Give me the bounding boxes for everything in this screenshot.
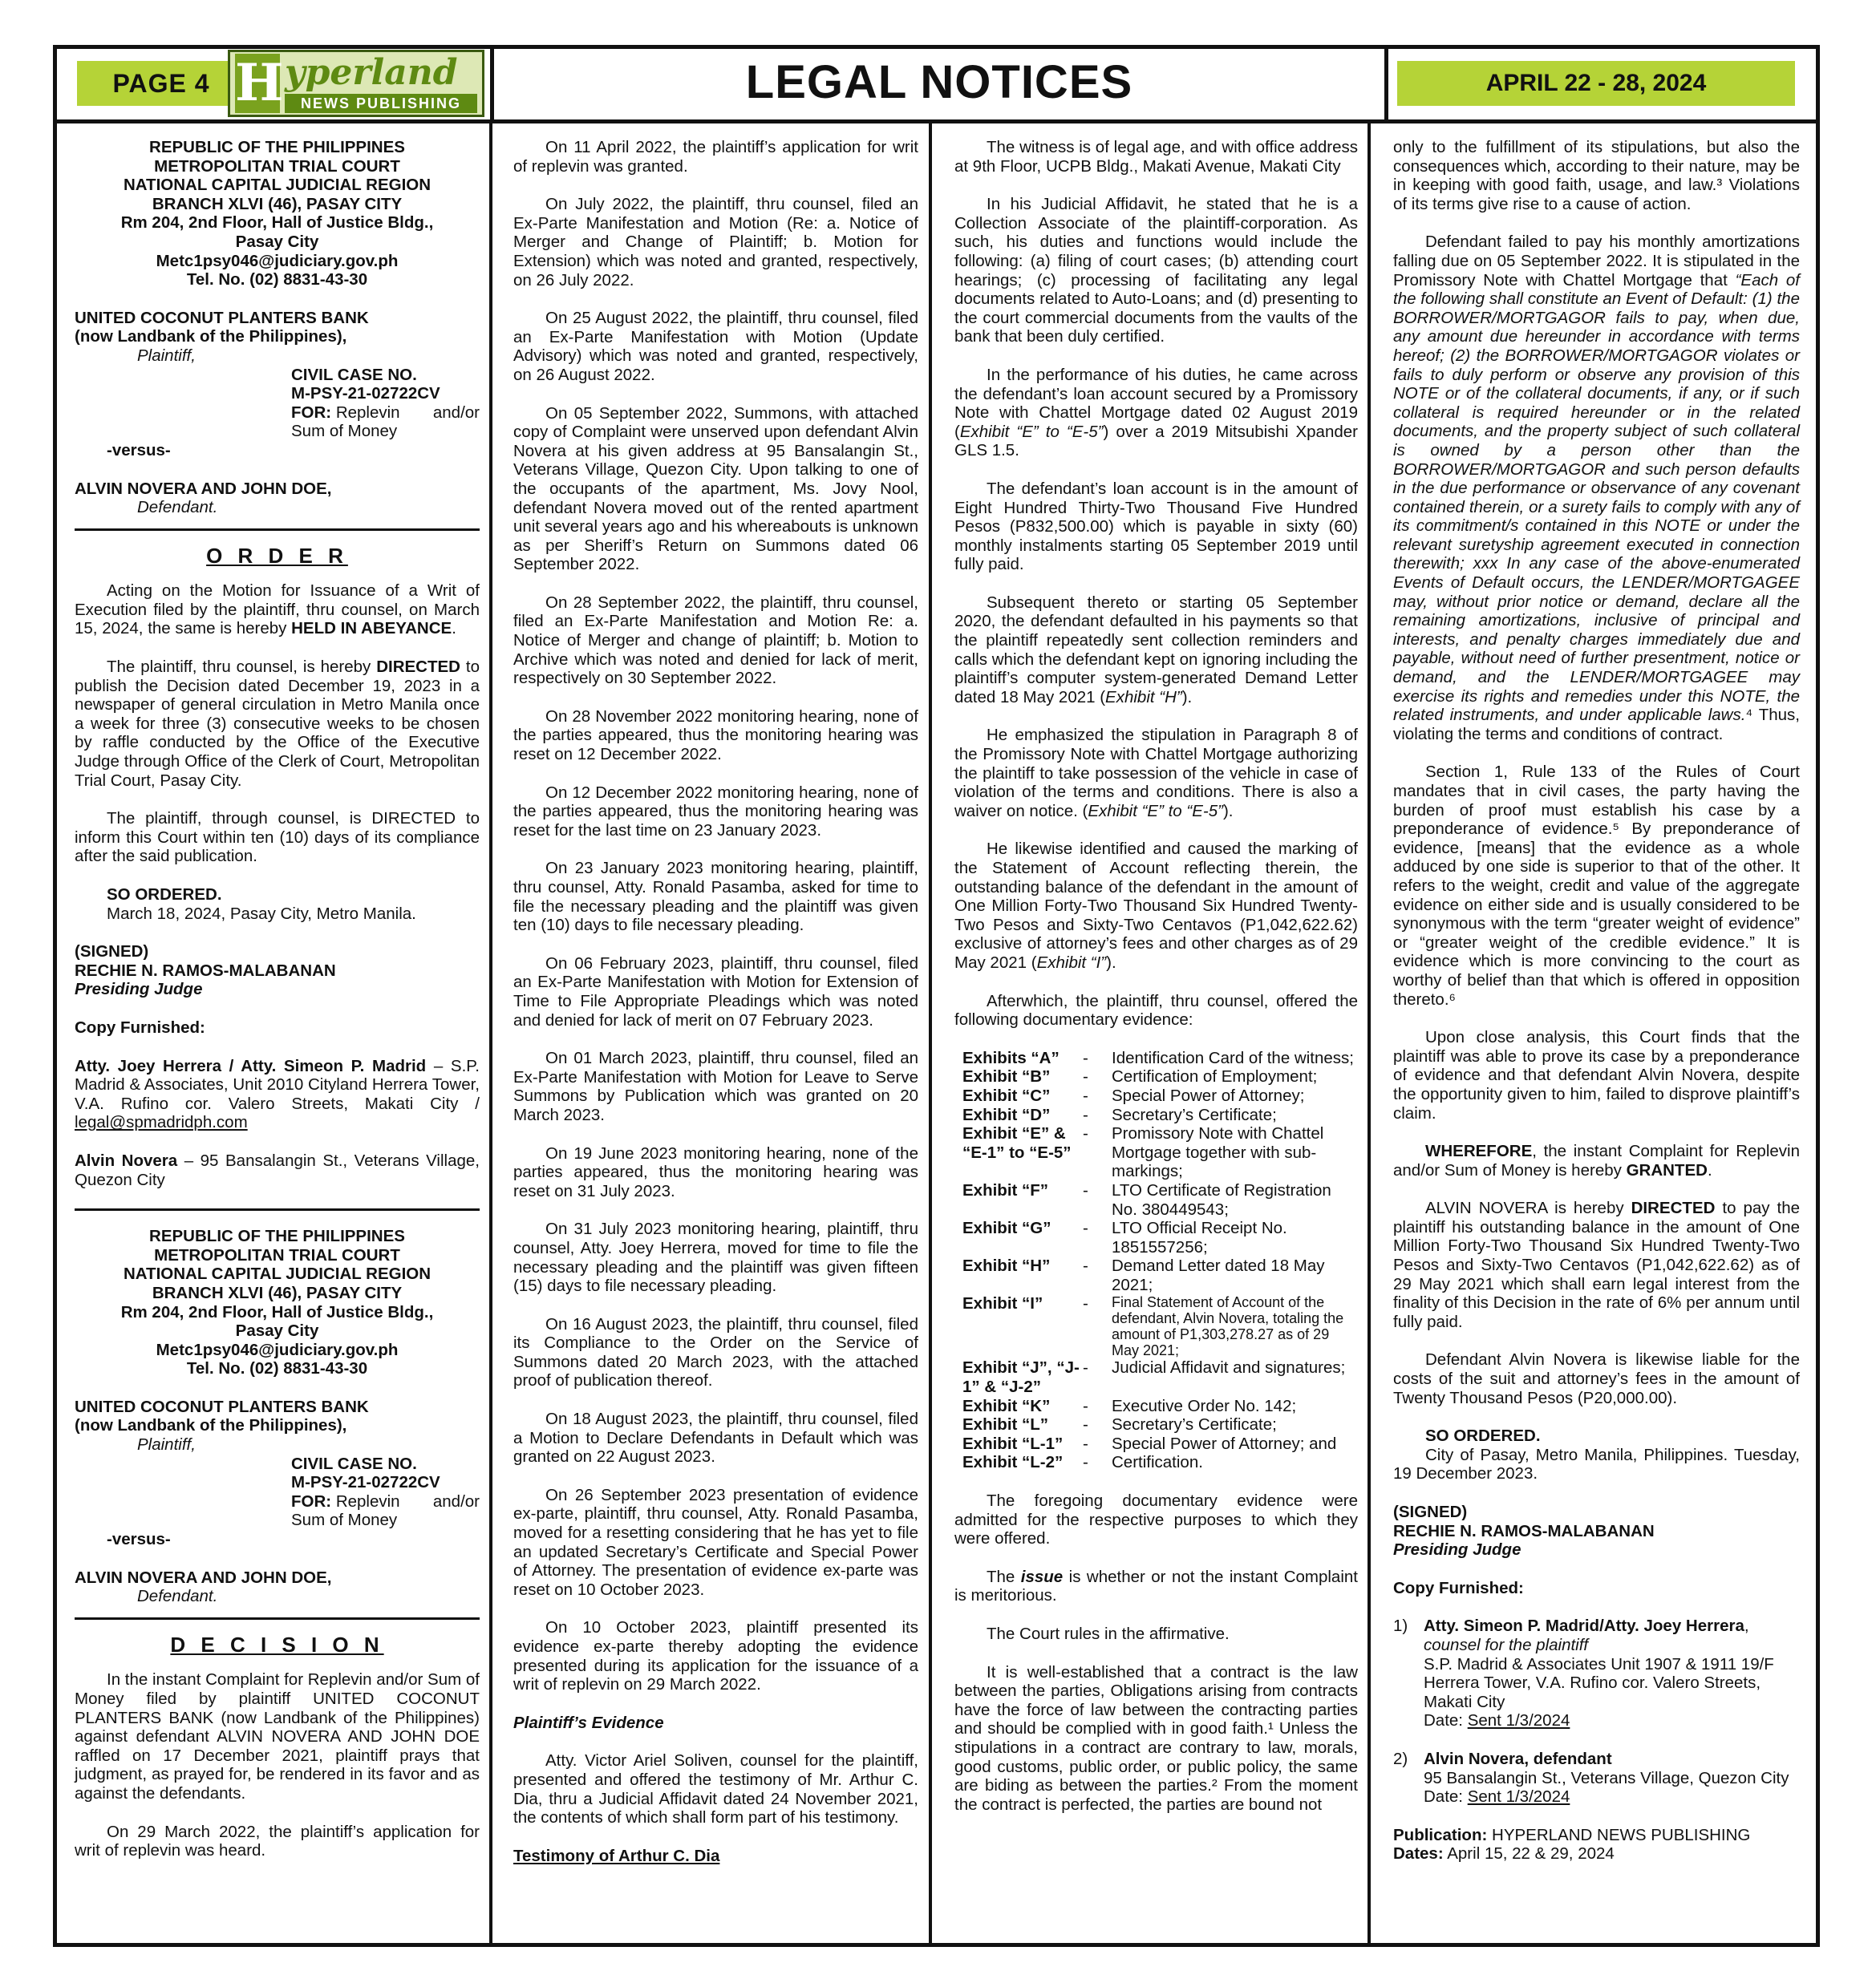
case-label: CIVIL CASE NO. xyxy=(291,365,417,384)
exhibit-dash: - xyxy=(1083,1086,1088,1105)
decision-paragraph: On 01 March 2023, plaintiff, thru counsel, filed an Ex-Parte Manifestation with Motion for Leave to Serve Summons by Publication which was granted on 20 March 2023. xyxy=(513,1049,918,1124)
exhibit-dash: - xyxy=(1083,1415,1088,1435)
decision-paragraph: The witness is of legal age, and with office address at 9th Floor, UCPB Bldg., Makati Avenue, Makati City xyxy=(954,138,1358,176)
subheading: Plaintiff’s Evidence xyxy=(513,1713,664,1732)
court-header-line: Rm 204, 2nd Floor, Hall of Justice Bldg., xyxy=(120,1302,434,1321)
decision-paragraph: Afterwhich, the plaintiff, thru counsel, offered the following documentary evidence: xyxy=(954,991,1358,1030)
decision-paragraph: Upon close analysis, this Court finds that the plaintiff was able to prove its case by a preponderance of evidence and that defendant Alvin Novera, despite the opportunity given to him, failed to disprove plaintiff’s claim. xyxy=(1393,1028,1800,1123)
exhibit-description: Certification of Employment; xyxy=(1112,1067,1318,1087)
signature-block: (SIGNED) RECHIE N. RAMOS-MALABANAN Presiding Judge xyxy=(1393,1503,1655,1560)
decision-date: City of Pasay, Metro Manila, Philippines. Tuesday, 19 December 2023. xyxy=(1393,1445,1800,1483)
plaintiff-note: (now Landbank of the Philippines), xyxy=(75,327,347,346)
plaintiff-name: UNITED COCONUT PLANTERS BANK xyxy=(75,1397,369,1416)
case-number: M-PSY-21-02722CV xyxy=(291,384,440,403)
issue-date-badge: APRIL 22 - 28, 2024 xyxy=(1397,61,1795,106)
exhibit-row xyxy=(962,1453,1358,1472)
for-text: and/or xyxy=(432,403,480,422)
decision-paragraph: On 28 September 2022, the plaintiff, thru counsel, filed an Ex-Parte Manifestation and Motion Re: a. Notice of Merger and change of plaintiff; b. Motion to Archive which was noted and denied for lack of merit, respectively on 30 September 2022. xyxy=(513,593,918,688)
divider xyxy=(75,1617,480,1620)
court-header-line: METROPOLITAN TRIAL COURT xyxy=(154,156,400,176)
for-text: Sum of Money xyxy=(291,1511,398,1530)
exhibit-row xyxy=(962,1181,1358,1219)
court-phone: Tel. No. (02) 8831-43-30 xyxy=(186,1359,368,1378)
decision-paragraph: On 05 September 2022, Summons, with attached copy of Complaint were unserved upon defendant Alvin Novera at his given address at 95 Bansalangin St., Veterans Village, Quezon City. Upon talking to one of the occupants of the apartment, Ms. Jovy Nool, defendant Novera moved out of the rented apartment unit several years ago and his whereabouts is unknown as per Sheriff’s Return on Summons dated 06 September 2022. xyxy=(513,403,918,574)
decision-paragraph: Subsequent thereto or starting 05 September 2020, the defendant defaulted in his payments so that the plaintiff repeatedly sent collection reminders and calls which the defendant kept on ignoring including the plaintiff’s computer system-generated Demand Letter dated 18 May 2021 (Exhibit “H”). xyxy=(954,593,1358,706)
decision-paragraph: On 31 July 2023 monitoring hearing, plaintiff, thru counsel, Atty. Joey Herrera, moved for time to file the necessary pleading and the plaintiff was given fifteen (15) days to file necessary pleading. xyxy=(513,1220,918,1296)
court-header xyxy=(75,138,480,289)
exhibit-key: Exhibit “J”, “J-1” & “J-2” xyxy=(962,1358,1080,1397)
decision-paragraph: ALVIN NOVERA is hereby DIRECTED to pay the plaintiff his outstanding balance in the amount of One Million Forty-Two Thousand Six Hundred Twenty-Two Pesos and Sixty-Two Centavos (P1,042,622.62) as of 29 May 2021 which shall earn legal interest from the finality of this Decision in the rate of 6% per annum until fully paid. xyxy=(1393,1199,1801,1331)
logo-wordmark: yperland xyxy=(285,52,458,93)
exhibit-row xyxy=(962,1124,1358,1181)
exhibit-dash: - xyxy=(1083,1180,1088,1200)
decision-paragraph: In the performance of his duties, he came across the defendant’s loan account secured by a Promissory Note with Chattel Mortgage dated 02 August 2019 (Exhibit “E” to “E-5”) over a 2019 Mitsubishi Xpander GLS 1.5. xyxy=(954,365,1358,460)
case-caption xyxy=(75,309,480,517)
exhibit-row xyxy=(962,1415,1358,1435)
copy-furnished-item: 1) Atty. Simeon P. Madrid/Atty. Joey Herrera, counsel for the plaintiff S.P. Madrid & Associates Unit 1907 & 1911 19/F Herrera Tower, V.A. Rufino cor. Valero Streets, Makati City Date: Sent 1/3/2024 xyxy=(1393,1617,1774,1730)
court-header-line: Rm 204, 2nd Floor, Hall of Justice Bldg., xyxy=(120,213,434,233)
order-paragraph: Acting on the Motion for Issuance of a Writ of Execution filed by the plaintiff, thru counsel, on March 15, 2024, the same is hereby HELD IN ABEYANCE. xyxy=(75,581,480,638)
page-number-badge: PAGE 4 xyxy=(77,61,245,106)
exhibit-key: Exhibit “L-1” xyxy=(962,1434,1064,1453)
decision-paragraph: In the instant Complaint for Replevin and/or Sum of Money filed by plaintiff UNITED COCONUT PLANTERS BANK (now Landbank of the Philippines) against defendant ALVIN NOVERA AND JOHN DOE raffled on 17 December 2021, plaintiff prays that judgment, as prayed for, be rendered in its favor and as against the defendants. xyxy=(75,1670,480,1803)
so-ordered: SO ORDERED. March 18, 2024, Pasay City, Metro Manila. xyxy=(107,885,416,923)
court-header-line: METROPOLITAN TRIAL COURT xyxy=(154,1245,400,1265)
exhibit-description: Secretary’s Certificate; xyxy=(1112,1415,1277,1435)
exhibit-row xyxy=(962,1435,1358,1454)
exhibit-description: LTO Official Receipt No. 1851557256; xyxy=(1112,1219,1287,1257)
exhibit-key: Exhibit “D” xyxy=(962,1105,1051,1124)
decision-paragraph: On 29 March 2022, the plaintiff’s application for writ of replevin was heard. xyxy=(75,1822,480,1860)
copy-furnished-item: Atty. Joey Herrera / Atty. Simeon P. Madrid – S.P. Madrid & Associates, Unit 2010 Cityland Herrera Tower, V.A. Rufino cor. Valero Streets, Makati City / legal@spmadridph.com xyxy=(75,1056,480,1132)
column-4 xyxy=(1393,138,1800,1864)
court-email: Metc1psy046@judiciary.gov.ph xyxy=(156,251,399,270)
logo-subtitle: NEWS PUBLISHING xyxy=(285,94,477,113)
exhibit-description: Promissory Note with Chattel Mortgage together with sub-markings; xyxy=(1112,1124,1324,1181)
decision-paragraph: On 12 December 2022 monitoring hearing, none of the parties appeared, thus the monitoring hearing was reset for the last time on 23 January 2023. xyxy=(513,783,918,840)
order-title: O R D E R xyxy=(206,543,348,568)
exhibit-dash: - xyxy=(1083,1124,1088,1143)
column-1 xyxy=(75,138,480,1880)
decision-paragraph: The foregoing documentary evidence were admitted for the respective purposes to which they were offered. xyxy=(954,1491,1358,1548)
versus: -versus- xyxy=(107,1530,171,1549)
court-header-line: Pasay City xyxy=(235,1321,319,1341)
exhibit-key: Exhibit “C” xyxy=(962,1086,1051,1105)
copy-furnished-item: 2) Alvin Novera, defendant 95 Bansalangin St., Veterans Village, Quezon City Date: Sent 1/3/2024 xyxy=(1393,1749,1789,1807)
decision-paragraph: On 18 August 2023, the plaintiff, thru counsel, filed a Motion to Declare Defendants in Default which was granted on 22 August 2023. xyxy=(513,1410,918,1467)
court-phone: Tel. No. (02) 8831-43-30 xyxy=(186,270,368,289)
section-title: LEGAL NOTICES xyxy=(745,56,1133,108)
plaintiff-role: Plaintiff, xyxy=(137,346,196,365)
exhibit-description: Special Power of Attorney; and xyxy=(1112,1434,1337,1453)
hyperland-logo xyxy=(228,50,484,117)
defendant-role: Defendant. xyxy=(137,498,218,517)
court-header-line: REPUBLIC OF THE PHILIPPINES xyxy=(149,138,405,156)
decision-paragraph: He emphasized the stipulation in Paragraph 8 of the Promissory Note with Chattel Mortgage authorizing the plaintiff to take possession of the vehicle in case of violation of the terms and conditions. There is also a waiver on notice. (Exhibit “E” to “E-5”). xyxy=(954,726,1358,820)
decision-paragraph: On 16 August 2023, the plaintiff, thru counsel, filed its Compliance to the Order on the Service of Summons dated 20 March 2023, with the attached proof of publication thereof. xyxy=(513,1314,918,1390)
exhibit-row xyxy=(962,1067,1358,1087)
exhibit-description: Demand Letter dated 18 May 2021; xyxy=(1112,1257,1325,1294)
exhibit-description: Secretary’s Certificate; xyxy=(1112,1105,1277,1124)
exhibit-row xyxy=(962,1358,1358,1396)
column-rule xyxy=(1367,123,1371,1947)
subheading: Testimony of Arthur C. Dia xyxy=(513,1846,720,1865)
plaintiff-name: UNITED COCONUT PLANTERS BANK xyxy=(75,308,369,327)
case-caption xyxy=(75,1398,480,1606)
decision-paragraph: On 28 November 2022 monitoring hearing, none of the parties appeared, thus the monitoring hearing was reset on 12 December 2022. xyxy=(513,706,918,764)
decision-paragraph: On 23 January 2023 monitoring hearing, plaintiff, thru counsel, Atty. Ronald Pasamba, asked for time to file the necessary pleading and the plaintiff was given ten (10) days to file necessary pleading. xyxy=(513,859,918,935)
exhibit-row xyxy=(962,1397,1358,1416)
exhibit-description: Identification Card of the witness; xyxy=(1112,1048,1354,1067)
versus: -versus- xyxy=(107,440,171,459)
exhibit-dash: - xyxy=(1083,1048,1088,1067)
exhibit-dash: - xyxy=(1083,1434,1088,1453)
decision-paragraph: WHEREFORE, the instant Complaint for Replevin and/or Sum of Money is hereby GRANTED. xyxy=(1393,1142,1800,1180)
decision-paragraph: Atty. Victor Ariel Soliven, counsel for the plaintiff, presented and offered the testimony of Mr. Arthur C. Dia, thru a Judicial Affidavit dated 24 November 2021, the contents of which shall form part of his testimony. xyxy=(513,1751,918,1827)
decision-paragraph: On 19 June 2023 monitoring hearing, none of the parties appeared, thus the monitoring hearing was reset on 31 July 2023. xyxy=(513,1143,918,1200)
exhibit-description: Special Power of Attorney; xyxy=(1112,1086,1305,1105)
exhibit-dash: - xyxy=(1083,1396,1088,1415)
decision-paragraph: only to the fulfillment of its stipulations, but also the consequences which, according to their nature, may be in keeping with good faith, usage, and law.³ Violations of its terms give rise to a cause of action. xyxy=(1393,138,1800,213)
decision-paragraph: On July 2022, the plaintiff, thru counsel, filed an Ex-Parte Manifestation and Motion (Re: a. Notice of Merger and Change of Plaintiff; b. Motion for Extension) which was noted and granted, respectively, on 26 July 2022. xyxy=(513,195,918,289)
decision-paragraph: On 06 February 2023, plaintiff, thru counsel, filed an Ex-Parte Manifestation with Motion for Extension of Time to File Appropriate Pleadings which was noted and denied for lack of merit on 07 February 2023. xyxy=(513,953,918,1030)
exhibit-row xyxy=(962,1294,1358,1358)
divider xyxy=(75,528,480,531)
plaintiff-role: Plaintiff, xyxy=(137,1435,196,1455)
exhibit-key: Exhibit “I” xyxy=(962,1294,1043,1313)
decision-paragraph: In his Judicial Affidavit, he stated that he is a Collection Associate of the plaintiff-corporation. As such, his duties and functions would include the following: (a) filing of court cases; (b) attending court hearings; (c) processing of facilitating any legal documents related to Auto-Loans; and (d) presenting to the court commercial documents from the vaults of the bank that been duly certified. xyxy=(954,195,1358,346)
column-rule xyxy=(489,123,492,1947)
decision-paragraph: The Court rules in the affirmative. xyxy=(987,1625,1230,1643)
exhibit-key: Exhibit “K” xyxy=(962,1396,1051,1415)
exhibit-key: Exhibit “E” & “E-1” to “E-5” xyxy=(962,1124,1072,1162)
court-header-line: BRANCH XLVI (46), PASAY CITY xyxy=(152,194,403,213)
court-header-line: REPUBLIC OF THE PHILIPPINES xyxy=(149,1227,405,1246)
so-ordered: SO ORDERED. xyxy=(1425,1427,1541,1446)
exhibit-row xyxy=(962,1087,1358,1106)
exhibit-key: Exhibit “L-2” xyxy=(962,1453,1064,1472)
copy-furnished-item: Alvin Novera – 95 Bansalangin St., Veterans Village, Quezon City xyxy=(75,1151,480,1189)
exhibit-dash: - xyxy=(1083,1294,1088,1313)
case-number: M-PSY-21-02722CV xyxy=(291,1473,440,1492)
decision-paragraph: The defendant’s loan account is in the amount of Eight Hundred Thirty-Two Thousand Five Hundred Pesos (P832,500.00) which is payable in sixty (60) monthly instalments starting 05 September 2019 until fully paid. xyxy=(954,479,1358,574)
for-label: FOR: xyxy=(291,1491,332,1511)
defendant-name: ALVIN NOVERA AND JOHN DOE, xyxy=(75,479,332,498)
exhibit-key: Exhibits “A” xyxy=(962,1048,1060,1067)
signature-block: (SIGNED) RECHIE N. RAMOS-MALABANAN Presiding Judge xyxy=(75,942,336,999)
decision-paragraph: Defendant Alvin Novera is likewise liable for the costs of the suit and attorney’s fees in the amount of Twenty Thousand Pesos (P20,000.00). xyxy=(1393,1350,1800,1407)
copy-furnished-label: Copy Furnished: xyxy=(75,1018,205,1037)
decision-title: D E C I S I O N xyxy=(170,1632,384,1657)
exhibit-row xyxy=(962,1106,1358,1125)
exhibit-dash: - xyxy=(1083,1358,1088,1378)
for-text: Sum of Money xyxy=(291,422,398,441)
decision-paragraph: On 10 October 2023, plaintiff presented its evidence ex-parte thereby adopting the evidence presented during its application for the issuance of a writ of replevin on 29 March 2022. xyxy=(513,1618,918,1694)
decision-paragraph: On 25 August 2022, the plaintiff, thru counsel, filed an Ex-Parte Manifestation with Motion (Update Advisory) which was noted and granted, respectively, on 26 August 2022. xyxy=(513,309,918,384)
exhibit-dash: - xyxy=(1083,1453,1088,1472)
order-paragraph: The plaintiff, through counsel, is DIRECTED to inform this Court within ten (10) days of its compliance after the said publication. xyxy=(75,809,480,866)
exhibit-key: Exhibit “B” xyxy=(962,1067,1051,1087)
court-header-line: BRANCH XLVI (46), PASAY CITY xyxy=(152,1283,403,1302)
for-text: Replevin xyxy=(335,403,400,422)
decision-paragraph: He likewise identified and caused the marking of the Statement of Account reflecting therein, the outstanding balance of the defendant in the amount of One Million Forty-Two Thousand Six Hundred Twenty-Two Pesos and Sixty-Two Centavos (P1,042,622.62) exclusive of attorney’s fees and other charges as of 29 May 2021 (Exhibit “I”). xyxy=(954,840,1358,972)
exhibit-description: Executive Order No. 142; xyxy=(1112,1396,1297,1415)
divider xyxy=(75,1208,480,1211)
defendant-name: ALVIN NOVERA AND JOHN DOE, xyxy=(75,1568,332,1587)
plaintiff-note: (now Landbank of the Philippines), xyxy=(75,1416,347,1435)
exhibit-description: Final Statement of Account of the defendant, Alvin Novera, totaling the amount of P1,303,278.27 as of 29 May 2021; xyxy=(1112,1294,1344,1359)
exhibit-key: Exhibit “F” xyxy=(962,1180,1049,1200)
exhibit-key: Exhibit “L” xyxy=(962,1415,1049,1435)
exhibit-key: Exhibit “H” xyxy=(962,1257,1051,1276)
decision-paragraph: It is well-established that a contract is the law between the parties, Obligations arising from contracts have the force of law between the contracting parties and should be complied with in good faith.¹ Unless the stipulations in a contract are contrary to law, morals, good customs, public order, or public policy, the same are biding as between the parties.² From the moment the contract is perfected, the parties are bound not xyxy=(954,1662,1358,1814)
exhibit-list xyxy=(962,1049,1358,1472)
court-header-line: Pasay City xyxy=(235,232,319,251)
court-header-line: NATIONAL CAPITAL JUDICIAL REGION xyxy=(123,176,432,195)
for-label: FOR: xyxy=(291,403,332,422)
column-3 xyxy=(954,138,1358,1833)
decision-paragraph: The issue is whether or not the instant Complaint is meritorious. xyxy=(954,1567,1358,1605)
exhibit-dash: - xyxy=(1083,1067,1088,1087)
exhibit-dash: - xyxy=(1083,1219,1088,1238)
for-text: Replevin xyxy=(335,1491,400,1511)
exhibit-description: LTO Certificate of Registration No. 380449543; xyxy=(1112,1180,1331,1219)
order-paragraph: The plaintiff, thru counsel, is hereby DIRECTED to publish the Decision dated December 19, 2023 in a newspaper of general circulation in Metro Manila once a week for three (3) consecutive weeks to be chosen by raffle conducted by the Office of the Executive Judge through Office of the Clerk of Court, Metropolitan Trial Court, Pasay City. xyxy=(75,658,480,790)
decision-paragraph: Defendant failed to pay his monthly amortizations falling due on 05 September 2022. It is stipulated in the Promissory Note with Chattel Mortgage that “Each of the following shall constitute an Event of Default: (1) the BORROWER/MORTGAGOR fails to pay, when due, any amount due hereunder in accordance with terms hereof; (2) the BORROWER/MORTGAGOR violates or fails to duly perform or observe any provision of this NOTE or of the collateral documents, if any, or if such collateral is required hereunder or in the related documents, and the property subject of such collateral is owned by a person other than the BORROWER/MORTGAGOR and such person defaults in the due performance or observance of any covenant contained therein, or a surety fails to comply with any of its commitment/s contained in this NOTE or under the relevant suretyship agreement executed in connection therewith; xxx In any case of the above-enumerated Events of Default occurs, the LENDER/MORTGAGEE may, without prior notice or demand, declare all the remaining amortizations, inclusive of principal and interests, and penalty charges immediately due and payable, without need of further presentment, notice or demand, and the LENDER/MORTGAGEE may exercise its rights and remedies under this NOTE, the related instruments, and under applicable laws.⁴ Thus, violating the terms and conditions of contract. xyxy=(1393,233,1800,743)
exhibit-row xyxy=(962,1049,1358,1068)
court-header-line: NATIONAL CAPITAL JUDICIAL REGION xyxy=(123,1265,432,1284)
decision-paragraph: Section 1, Rule 133 of the Rules of Court mandates that in civil cases, the party having the burden of proof must establish his case by a preponderance of evidence.⁵ By preponderance of evidence, [means] that the evidence as a whole adduced by one side is superior to that of the other. It refers to the weight, credit and value of the aggregate evidence on either side and is usually considered to be synonymous with the term “greater weight of evidence” or “greater weight of the credible evidence.” It is evidence which is more convincing to the court as worthy of belief than that which is offered in opposition thereto.⁶ xyxy=(1393,763,1800,1009)
publication-info: Publication: HYPERLAND NEWS PUBLISHING Dates: April 15, 22 & 29, 2024 xyxy=(1393,1825,1751,1864)
masthead xyxy=(53,45,1820,123)
exhibit-description: Certification. xyxy=(1112,1453,1203,1472)
court-email: Metc1psy046@judiciary.gov.ph xyxy=(156,1340,399,1359)
exhibit-description: Judicial Affidavit and signatures; xyxy=(1112,1358,1346,1378)
exhibit-key: Exhibit “G” xyxy=(962,1219,1051,1238)
column-2 xyxy=(513,138,918,1884)
defendant-role: Defendant. xyxy=(137,1587,218,1606)
exhibit-row xyxy=(962,1257,1358,1294)
for-text: and/or xyxy=(432,1491,480,1511)
logo-h-letter: H xyxy=(235,53,284,113)
case-label: CIVIL CASE NO. xyxy=(291,1454,417,1473)
decision-paragraph: On 26 September 2023 presentation of evidence ex-parte, plaintiff, thru counsel, Atty. Ronald Pasamba, moved for a resetting considering that he has yet to file an updated Secretary’s Certificate and Special Power of Attorney. The presentation of evidence ex-parte was reset on 10 October 2023. xyxy=(513,1485,918,1599)
exhibit-dash: - xyxy=(1083,1105,1088,1124)
decision-paragraph: On 11 April 2022, the plaintiff’s application for writ of replevin was granted. xyxy=(513,138,918,176)
column-rule xyxy=(929,123,932,1947)
copy-furnished-label: Copy Furnished: xyxy=(1393,1578,1524,1597)
masthead-divider xyxy=(1384,45,1388,119)
court-header xyxy=(75,1227,480,1378)
exhibit-row xyxy=(962,1219,1358,1257)
email-link[interactable]: legal@spmadridph.com xyxy=(75,1113,248,1132)
exhibit-dash: - xyxy=(1083,1257,1088,1276)
